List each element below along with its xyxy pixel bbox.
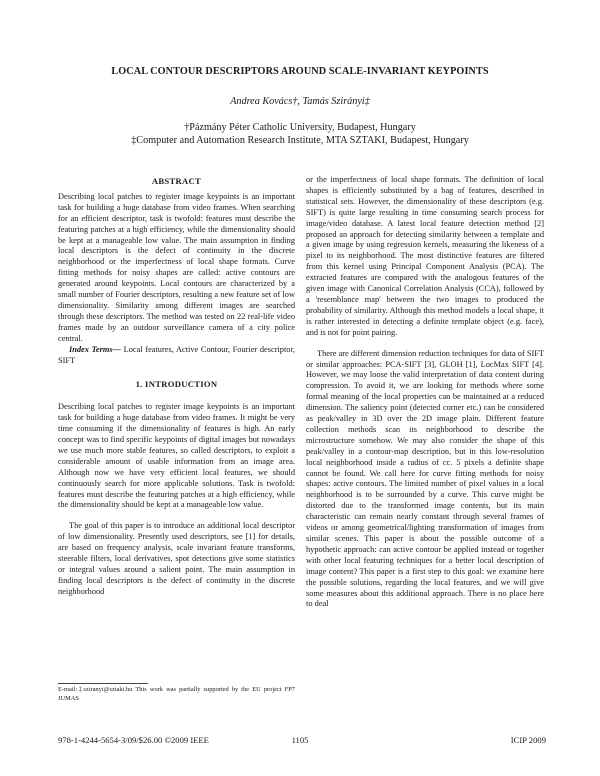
footnote-divider <box>58 683 148 684</box>
right-column <box>306 175 544 610</box>
introduction-paragraph-1: Describing local patches to register image keypoints is an important task for building a huge database from video frames. It might be very time consuming if the dimensionality of features is high. An early concept was to find specific keypoints of digital images but nowadays we use much more stable features, so called descriptors, to exploit a considerable amount of usable information from an image area. Although now we have very efficient local features, we should continuously search for more applicable solutions. Task is twofold: features must describe the featuring patches at a high efficiency, while the dimensionality should be kept at a manageable low value. <box>58 402 295 510</box>
page-number: 1105 <box>291 735 309 745</box>
right-paragraph-1: or the imperfectness of local shape formats. The definition of local shapes is efficiently substituted by a bag of features, described in statistical sets. However, the dimensionality of these descriptors (e.g. SIFT) is quite large resulting in time consuming search process for image/video database. A latest local feature detection method [2] proposed an approach for detecting similarity between a template and a given image by using regression kernels, measuring the likeness of a pixel to its neighborhood. The most distinctive features are filtered from this kernel using Principal Component Analysis (PCA). The extracted features are compared with the analogous features of the given image with Canonical Correlation Analysis (CCA), followed by a 'resemblance map' between the two images to produced the probability of similarity. Although this method models a local shape, it is rather interested in detecting a definite template object (e.g. face), and is not for point pairing. <box>306 175 544 337</box>
affiliation-2: ‡Computer and Automation Research Institute, MTA SZTAKI, Budapest, Hungary <box>131 135 469 146</box>
left-column <box>58 176 295 598</box>
index-terms-text: Local features, Active Contour, Fourier descriptor, SIFT <box>58 344 295 365</box>
index-terms <box>58 345 295 367</box>
right-paragraph-2: There are different dimension reduction techniques for data of SIFT or similar approaches: PCA-SIFT [3], GLOH [1], LocMax SIFT [4]. However, we may loose the valid interpretation of data content during compression. To avoid it, we are looking for methods where some formal meaning of the local properties can be maintained at a reduced dimension. The saliency point (detected corner etc.) can be considered as peak/valley in 3D over the 2D image plain. Different feature collection methods scan its neighborhood to describe the microstructure somehow. We may also consider the shape of this peak/valley in a contour-map description, but in this low-resolution local neighborhood inside a radius of cc. 5 pixels a definite shape cannot be found. We call here for curve fitting methods for noisy shapes: active contours. The limited number of pixel values in a local neighborhood is to be surrounded by a curve. This curve might be distorted due to the transformed image contents, but its main characteristic can remain nearly constant through several frames of videos or among geometrical/lighting transformation of images from similar scenes. This paper is about the possible outcome of a hypothetic approach: can active contour be applied instead or together with other local featuring techniques for a better local description of image content? This paper is a first step to this goal: we examine here the possible solutions, regarding the local features, and we will give some measures about this additional approach. There is no place here to deal <box>306 348 544 609</box>
index-terms-label: Index Terms— <box>69 344 121 354</box>
paper-authors: Andrea Kovács†, Tamás Szirányi‡ <box>230 96 370 107</box>
conference-label: ICIP 2009 <box>510 735 546 745</box>
abstract-heading: ABSTRACT <box>151 176 202 186</box>
introduction-heading: 1. INTRODUCTION <box>135 379 218 390</box>
abstract-text: Describing local patches to register image keypoints is an important task for building a huge database from video frames. When searching for an efficient descriptor, task is twofold: features must describe the featuring patches at a high efficiency, while the dimensionality should be kept at a manageable low value. The main assumption in finding local descriptors is the defect of continuity in the discrete neighborhood or the imperfectness of local shape formats. Curve fitting methods for noisy shapes are called: active contours are generated around keypoints. Local contours are characterized by a small number of Fourier descriptors, resulting a new feature set of low dimensionality. Similarity among different images are searched through these descriptors. The method was tested on 22 real-life video frames made by an outdoor surveillance camera of a city police central. <box>58 191 295 343</box>
affiliation-1: †Pázmány Péter Catholic University, Budapest, Hungary <box>184 122 416 133</box>
footnote: E-mail:‡sziranyi@sztaki.hu This work was partially supported by the EU project FP7 JUMAS <box>58 686 295 702</box>
introduction-paragraph-2: The goal of this paper is to introduce an additional local descriptor of low dimensionality. Presently used descriptors, see [1] for details, are based on frequency analysis, scale invariant feature transforms, steerable filters, local derivatives, spot detections give some statistics or integral values around a salient point. The main assumption in finding local descriptors is the defect of continuity in the discrete neighborhood <box>58 521 295 596</box>
footer-copyright: 978-1-4244-5654-3/09/$26.00 ©2009 IEEE <box>58 735 209 745</box>
paper-title: LOCAL CONTOUR DESCRIPTORS AROUND SCALE-INVARIANT KEYPOINTS <box>111 66 489 77</box>
